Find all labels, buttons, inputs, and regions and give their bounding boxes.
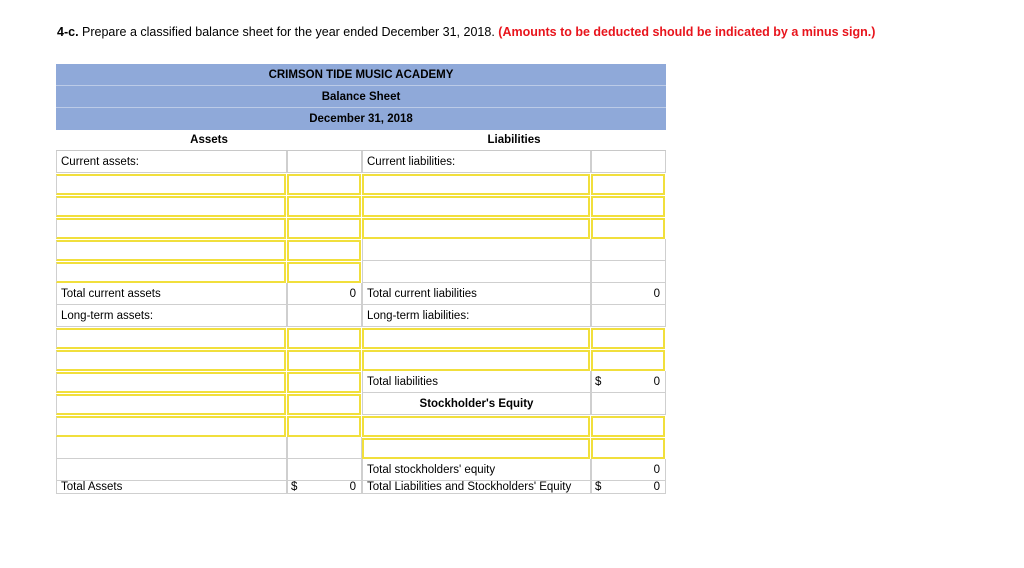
long-term-asset-name-input[interactable] [56,350,286,371]
total-assets-amount [287,481,362,494]
question-number: 4-c. [57,25,79,39]
total-liabilities-equity-amount [591,481,666,494]
stockholders-equity-heading: Stockholder's Equity [362,393,591,415]
current-asset-name-input[interactable] [56,240,286,261]
current-asset-name-input[interactable] [56,218,286,239]
equity-name-input[interactable] [362,438,590,459]
current-asset-name-input[interactable] [56,196,286,217]
long-term-asset-amount-input[interactable] [287,372,361,393]
total-liabilities-label: Total liabilities [362,371,591,393]
statement-date: December 31, 2018 [56,108,666,130]
long-term-asset-name-input[interactable] [56,328,286,349]
long-term-liability-amount-input[interactable] [591,350,665,371]
current-asset-amount-input[interactable] [287,262,361,283]
total-current-assets-label: Total current assets [56,283,287,305]
long-term-liability-amount-input[interactable] [591,328,665,349]
current-assets-label: Current assets: [56,151,287,173]
current-liabilities-label: Current liabilities: [362,151,591,173]
long-term-asset-amount-input[interactable] [287,394,361,415]
total-liabilities-value: 0 [653,375,660,388]
long-term-liability-name-input[interactable] [362,328,590,349]
current-liability-amount-input[interactable] [591,174,665,195]
current-liability-name-input[interactable] [362,174,590,195]
instruction-text [57,24,875,40]
statement-title: Balance Sheet [56,86,666,108]
empty-cell [362,261,591,283]
long-term-asset-amount-input[interactable] [287,416,361,437]
total-assets-value: 0 [349,481,356,493]
current-asset-amount-input[interactable] [287,196,361,217]
currency-symbol: $ [595,375,602,388]
current-asset-amount-input[interactable] [287,218,361,239]
current-liability-name-input[interactable] [362,218,590,239]
total-current-liabilities-label: Total current liabilities [362,283,591,305]
empty-cell [591,239,666,261]
current-liability-name-input[interactable] [362,196,590,217]
total-equity-value: 0 [591,459,666,481]
current-asset-amount-input[interactable] [287,240,361,261]
empty-cell [56,437,287,459]
long-term-assets-label: Long-term assets: [56,305,287,327]
long-term-asset-name-input[interactable] [56,394,286,415]
balance-sheet-table [56,64,666,494]
currency-symbol: $ [595,481,602,493]
empty-cell [591,305,666,327]
long-term-asset-name-input[interactable] [56,416,286,437]
equity-amount-input[interactable] [591,416,665,437]
equity-name-input[interactable] [362,416,590,437]
currency-symbol: $ [291,481,298,493]
question-text: Prepare a classified balance sheet for the year ended December 31, 2018. [82,25,495,39]
total-current-assets-value: 0 [287,283,362,305]
equity-amount-input[interactable] [591,438,665,459]
total-liabilities-amount [591,371,666,393]
empty-cell [362,239,591,261]
total-assets-label: Total Assets [56,481,287,494]
empty-cell [591,151,666,173]
long-term-asset-amount-input[interactable] [287,328,361,349]
empty-cell [56,459,287,481]
deduction-note: (Amounts to be deducted should be indicated by a minus sign.) [498,25,876,39]
long-term-asset-amount-input[interactable] [287,350,361,371]
total-liabilities-equity-value: 0 [653,481,660,493]
total-current-liabilities-value: 0 [591,283,666,305]
long-term-liability-name-input[interactable] [362,350,590,371]
current-asset-name-input[interactable] [56,262,286,283]
empty-cell [591,261,666,283]
current-liability-amount-input[interactable] [591,196,665,217]
empty-cell [287,305,362,327]
empty-cell [591,393,666,415]
liabilities-heading: Liabilities [362,130,666,151]
empty-cell [287,459,362,481]
current-liability-amount-input[interactable] [591,218,665,239]
long-term-liabilities-label: Long-term liabilities: [362,305,591,327]
current-asset-name-input[interactable] [56,174,286,195]
company-name: CRIMSON TIDE MUSIC ACADEMY [56,64,666,86]
assets-heading: Assets [56,130,362,151]
total-equity-label: Total stockholders' equity [362,459,591,481]
empty-cell [287,151,362,173]
empty-cell [287,437,362,459]
total-liabilities-equity-label: Total Liabilities and Stockholders' Equity [362,481,591,494]
long-term-asset-name-input[interactable] [56,372,286,393]
current-asset-amount-input[interactable] [287,174,361,195]
